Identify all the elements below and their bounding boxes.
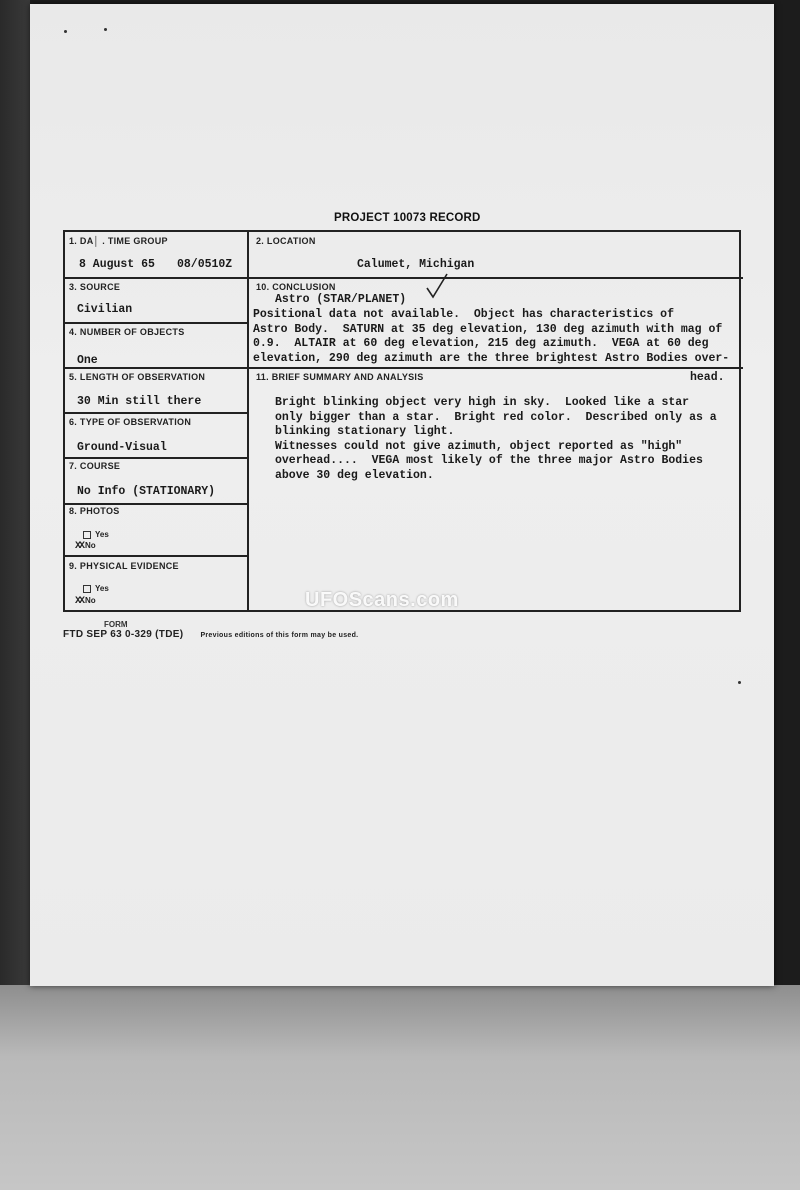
type-of-observation-value: Ground-Visual [77, 441, 167, 454]
location-value: Calumet, Michigan [357, 258, 475, 271]
row-divider [65, 555, 247, 557]
footer-note: Previous editions of this form may be used. [200, 632, 359, 639]
date-time-label: 1. DA│ . TIME GROUP [69, 236, 168, 246]
form-id: FTD SEP 63 0-329 (TDE) [63, 629, 184, 640]
row-divider [65, 457, 247, 459]
photos-yes-option: Yes [83, 530, 109, 539]
location-label: 2. LOCATION [256, 236, 316, 246]
course-label: 7. COURSE [69, 461, 121, 471]
conclusion-details: Positional data not available. Object has characteristics of Astro Body. SATURN at 35 deg elevation, 130 deg azimuth with mag of 0.9. ALTAIR at 60 deg elevation, 215 deg azimuth. VEGA at 60 deg elevation, 290 deg azimuth are the three brightest Astro Bodies over- [253, 308, 730, 365]
number-of-objects-value: One [77, 354, 98, 367]
conclusion-label: 10. CONCLUSION [256, 282, 336, 292]
footer-form-word: FORM [104, 620, 128, 629]
typed-x-mark: XX [75, 541, 84, 552]
record-title: PROJECT 10073 RECORD [334, 212, 481, 224]
photos-no-option: XX No [75, 541, 96, 552]
physical-evidence-yes-option: Yes [83, 584, 109, 593]
date-value: 8 August 65 [79, 258, 155, 271]
conclusion-value: Astro (STAR/PLANET) [275, 293, 407, 306]
footer [63, 629, 358, 640]
row-divider [65, 367, 743, 369]
column-divider [247, 232, 249, 610]
number-of-objects-label: 4. NUMBER OF OBJECTS [69, 327, 185, 337]
checkbox-icon [83, 531, 91, 539]
watermark: UFOScans.com [305, 589, 459, 611]
time-value: 08/0510Z [177, 258, 233, 271]
physical-evidence-label: 9. PHYSICAL EVIDENCE [69, 561, 179, 571]
typed-x-mark: XX [75, 596, 84, 607]
physical-evidence-no-option: XX No [75, 596, 96, 607]
conclusion-continuation: head. [690, 371, 725, 384]
checkbox-icon [83, 585, 91, 593]
row-divider [65, 503, 247, 505]
scan-speck [64, 30, 67, 33]
summary-text: Bright blinking object very high in sky. Looked like a star only bigger than a star. Bright red color. Described only as a blinking stationary light. Witnesses could not give azimuth, object reported as "high" overhead.... VEGA most likely of the three major Astro Bodies above 30 deg elevation. [275, 396, 717, 482]
photos-label: 8. PHOTOS [69, 506, 120, 516]
length-of-observation-value: 30 Min still there [77, 395, 202, 408]
handwritten-checkmark-icon [425, 272, 449, 300]
scan-left-edge [0, 0, 30, 985]
summary-label: 11. BRIEF SUMMARY AND ANALYSIS [256, 372, 424, 382]
scan-background [0, 985, 800, 1190]
row-divider [65, 277, 743, 279]
row-divider [65, 412, 247, 414]
course-value: No Info (STATIONARY) [77, 485, 216, 498]
source-value: Civilian [77, 303, 133, 316]
scan-speck [738, 681, 741, 684]
type-of-observation-label: 6. TYPE OF OBSERVATION [69, 417, 192, 427]
length-of-observation-label: 5. LENGTH OF OBSERVATION [69, 372, 206, 382]
row-divider [65, 322, 247, 324]
record-form [63, 230, 741, 612]
scan-speck [104, 28, 107, 31]
source-label: 3. SOURCE [69, 282, 121, 292]
